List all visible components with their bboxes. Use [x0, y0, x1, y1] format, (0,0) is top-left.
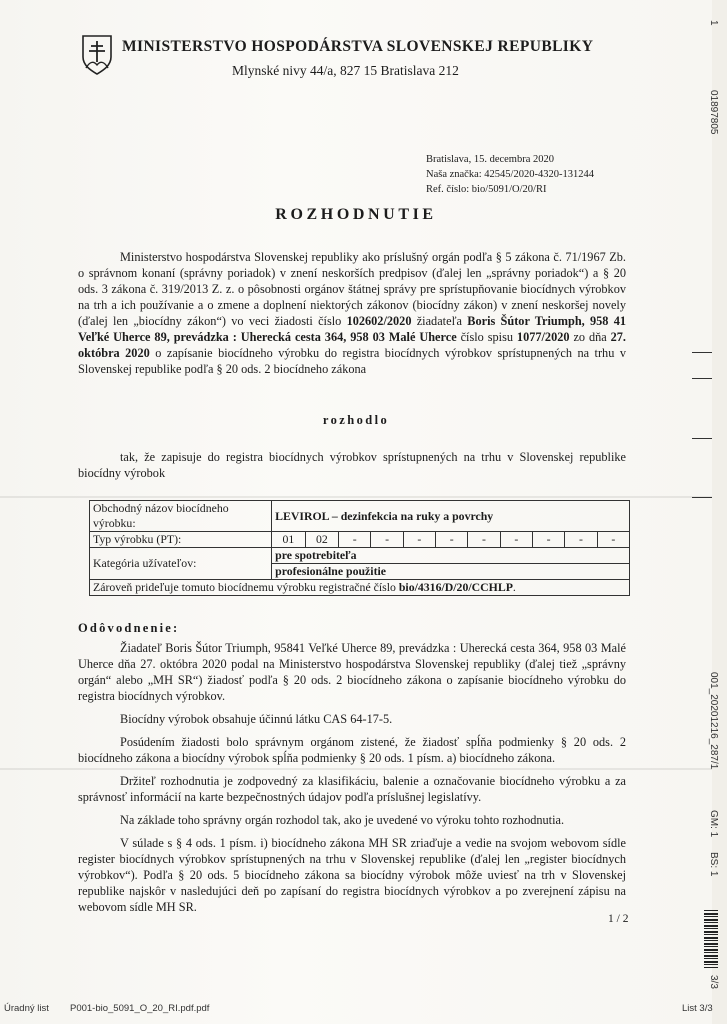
- verdict-heading: rozhodlo: [322, 413, 390, 427]
- verdict-lead: [78, 449, 626, 481]
- intro-paragraph: [78, 249, 626, 377]
- product-name-label: Obchodný názov biocídneho výrobku:: [90, 501, 272, 532]
- margin-tick: [692, 352, 712, 353]
- document-title: ROZHODNUTIE: [275, 206, 437, 223]
- pt-cell: 01: [272, 532, 305, 548]
- intro-text: o zapísanie biocídneho výrobku do registra biocídnych výrobkov sprístupnených na trhu v Slovenskej republike podľa § 20 ods. 2 biocídneho zákona: [78, 346, 626, 376]
- margin-page-mark: 1: [708, 20, 719, 26]
- file-number: 1077/2020: [516, 330, 570, 344]
- product-type-label: Typ výrobku (PT):: [90, 532, 272, 548]
- margin-tick: [692, 438, 712, 439]
- justification-paragraph: Žiadateľ Boris Šútor Triumph, 95841 Veľké Uherce 89, prevádzka : Uherecká cesta 364, 958 03 Malé Uherce dňa 27. októbra 2020 podal na Ministerstvo hospodárstva Slovenskej republiky (ďalej tiež „správny orgán“ alebo „MH SR“) žiadosť podľa § 20 ods. 2 biocídneho zákona o zapísanie biocídneho výrobku do registra biocídnych výrobkov.: [78, 641, 626, 703]
- ministry-address: Mlynské nivy 44/a, 827 15 Bratislava 212: [232, 63, 459, 78]
- table-row: [90, 548, 630, 564]
- page-number: 1 / 2: [608, 913, 629, 925]
- verdict-lead-text: tak, že zapisuje do registra biocídnych výrobkov sprístupnených na trhu v Slovenskej republike biocídny výrobok: [78, 450, 626, 480]
- our-reference: Naša značka: 42545/2020-4320-131244: [426, 169, 594, 180]
- assignment-text: Zároveň prideľuje tomuto biocídnemu výrobku registračné číslo: [93, 580, 399, 594]
- pt-cell: -: [339, 532, 371, 548]
- table-row: [90, 532, 630, 548]
- pt-cell: -: [436, 532, 468, 548]
- applicant-name: Boris Šútor Triumph, 958 41 Veľké Uherce 89, prevádzka : Uherecká cesta 364, 958 03 Malé Uherce: [78, 314, 626, 344]
- reference-block: [426, 152, 594, 197]
- product-name-value: LEVIROL – dezinfekcia na ruky a povrchy: [272, 501, 630, 532]
- registration-number: bio/4316/D/20/CCHLP: [398, 580, 513, 594]
- pt-cell: -: [500, 532, 532, 548]
- margin-tick: [692, 497, 712, 498]
- intro-text: Ministerstvo hospodárstva Slovenskej republiky ako príslušný orgán podľa § 5 zákona č. 71/1967 Zb. o správnom konaní (správny poriadok) v znení neskorších predpisov (ďalej len „správny poriadok“) a § 20 ods. 3 zákona č. 319/2013 Z. z. o pôsobnosti orgánov štátnej správy pre sprístupňovanie biocídnych výrobkov na trh a ich používanie a o zmene a doplnení niektorých zákonov (biocídny zákon) v znení neskoršej novely (ďalej len „biocídny zákon“) vo veci žiadosti číslo: [78, 250, 626, 328]
- fax-id: 01897805: [708, 90, 719, 135]
- intro-text: číslo spisu: [456, 330, 517, 344]
- application-date: 27. októbra 2020: [78, 330, 626, 360]
- application-number: 102602/2020: [346, 314, 412, 328]
- pt-cell: -: [597, 532, 629, 548]
- pt-cell: -: [532, 532, 564, 548]
- justification-paragraph: Posúdením žiadosti bolo správnym orgánom zistené, že žiadosť spĺňa podmienky § 20 ods. 2 biocídneho zákona a biocídny výrobok spĺňa podmienky § 20 ods. 1 písm. a) biocídneho zákona.: [78, 735, 626, 765]
- state-emblem-icon: [82, 35, 112, 75]
- bs-mark: BS: 1: [708, 852, 719, 877]
- ministry-name: MINISTERSTVO HOSPODÁRSTVA SLOVENSKEJ REPUBLIKY: [122, 38, 594, 55]
- paper-fold: [0, 496, 712, 498]
- footer-label: Úradný list: [4, 1003, 49, 1014]
- barcode-icon: [704, 910, 718, 968]
- issue-date: Bratislava, 15. decembra 2020: [426, 154, 554, 165]
- justification-paragraph: Biocídny výrobok obsahuje účinnú látku CAS 64-17-5.: [120, 712, 393, 726]
- table-row: [90, 580, 630, 596]
- assignment-end: .: [512, 580, 516, 594]
- user-category-consumer: pre spotrebiteľa: [272, 548, 630, 564]
- pt-cell: 02: [305, 532, 338, 548]
- user-category-label: Kategória užívateľov:: [90, 548, 272, 580]
- user-category-professional: profesionálne použitie: [272, 564, 630, 580]
- table-row: [90, 501, 630, 532]
- pt-cell: -: [403, 532, 435, 548]
- intro-text: zo dňa: [569, 330, 611, 344]
- pt-cell: -: [371, 532, 403, 548]
- intro-text: žiadateľa: [411, 314, 468, 328]
- justification-paragraph: Na základe toho správny orgán rozhodol tak, ako je uvedené vo výroku tohto rozhodnutia.: [120, 813, 565, 827]
- document-id: 001_20201216_287/1: [708, 672, 719, 770]
- justification-paragraph: Držiteľ rozhodnutia je zodpovedný za klasifikáciu, balenie a označovanie biocídneho výrobku a za správnosť informácií na karte bezpečnostných údajov podľa príslušnej legislatívy.: [78, 774, 626, 804]
- justification-heading: Odôvodnenie:: [78, 621, 180, 635]
- sheet-count: 3/3: [708, 975, 719, 989]
- registration-assignment: [90, 580, 630, 596]
- justification-paragraph: V súlade s § 4 ods. 1 písm. i) biocídneho zákona MH SR zriaďuje a vedie na svojom webovom sídle register biocídnych výrobkov sprístupnených na trhu v Slovenskej republike (ďalej len „register biocídnych výrobkov“). Podľa § 20 ods. 5 biocídneho zákona sa biocídny výrobok môže uviesť na trh v Slovenskej republike najskôr v nasledujúci deň po zapísaní do registra biocídnych výrobkov a po zverejnení zápisu na webovom sídle MH SR.: [78, 836, 626, 914]
- pt-cell: -: [565, 532, 597, 548]
- footer-sheet: List 3/3: [682, 1003, 713, 1014]
- justification-body: [78, 640, 626, 922]
- margin-tick: [692, 378, 712, 379]
- gm-mark: GM: 1: [708, 810, 719, 838]
- ref-number: Ref. číslo: bio/5091/O/20/RI: [426, 184, 547, 195]
- registration-table: [89, 500, 630, 596]
- pt-cell: -: [468, 532, 500, 548]
- footer-filename: P001-bio_5091_O_20_RI.pdf.pdf: [70, 1003, 210, 1014]
